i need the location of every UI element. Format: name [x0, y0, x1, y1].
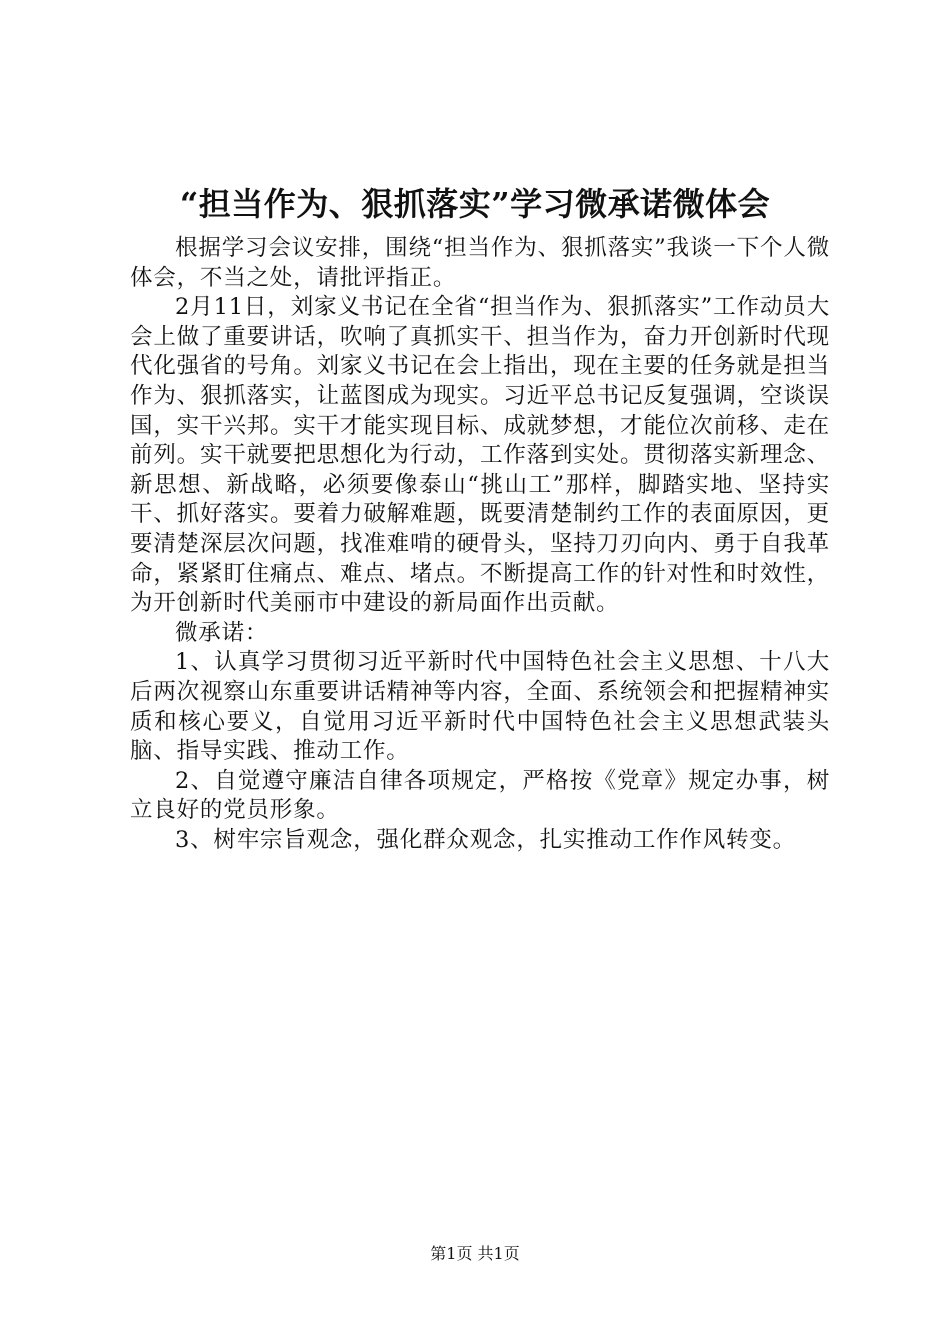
paragraph-commitment-2: 2、自觉遵守廉洁自律各项规定，严格按《党章》规定办事，树立良好的党员形象。	[130, 767, 830, 824]
paragraph-commitment-3: 3、树牢宗旨观念，强化群众观念，扎实推动工作作风转变。	[175, 826, 796, 853]
document-body	[130, 234, 830, 855]
paragraph-main: 2月11日，刘家义书记在全省“担当作为、狠抓落实”工作动员大会上做了重要讲话，吹响了真抓实干、担当作为，奋力开创新时代现代化强省的号角。刘家义书记在会上指出，现在主要的任务就是担当作为、狠抓落实，让蓝图成为现实。习近平总书记反复强调，空谈误国，实干兴邦。实干才能实现目标、成就梦想，才能位次前移、走在前列。实干就要把思想化为行动，工作落到实处。贯彻落实新理念、新思想、新战略，必须要像泰山“挑山工”那样，脚踏实地、坚持实干、抓好落实。要着力破解难题，既要清楚制约工作的表面原因，更要清楚深层次问题，找准难啃的硬骨头，坚持刀刃向内、勇于自我革命，紧紧盯住痛点、难点、堵点。不断提高工作的针对性和时效性，为开创新时代美丽市中建设的新局面作出贡献。	[130, 294, 830, 617]
paragraph-commitment-heading: 微承诺：	[175, 619, 269, 646]
document-title: “担当作为、狠抓落实”学习微承诺微体会	[179, 185, 771, 223]
paragraph-intro: 根据学习会议安排，围绕“担当作为、狠抓落实”我谈一下个人微体会，不当之处，请批评指正。	[130, 235, 830, 291]
page-footer: 第1页 共1页	[430, 1244, 520, 1263]
paragraph-commitment-1: 1、认真学习贯彻习近平新时代中国特色社会主义思想、十八大后两次视察山东重要讲话精神等内容，全面、系统领会和把握精神实质和核心要义，自觉用习近平新时代中国特色社会主义思想武装头脑、指导实践、推动工作。	[130, 649, 830, 765]
